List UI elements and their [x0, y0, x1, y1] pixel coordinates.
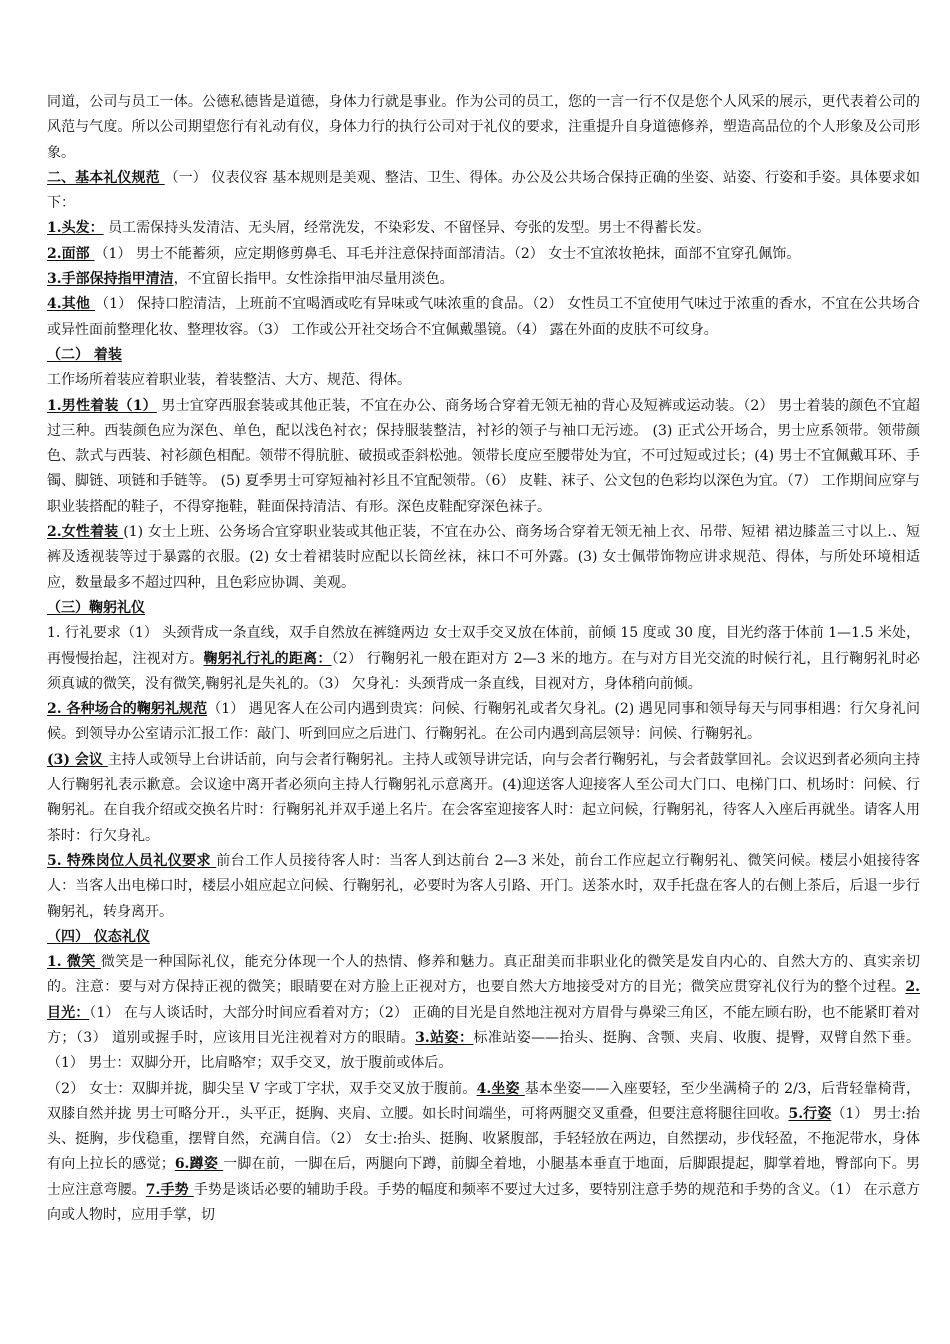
section-heading: 5. 特殊岗位人员礼仪要求 [47, 852, 217, 869]
section-heading: 6.蹲姿 [174, 1156, 224, 1173]
body-text: （1） 遇见客人在公司内遇到贵宾：问候、行鞠躬礼或者欠身礼。(2) 遇见同事和领导每天与同事相遇：行欠身礼问候。到领导办公室请示汇报工作：敲门、听到回应之后进门、行鞠躬礼。在公司内遇到高层领导：问候、行鞠躬礼。 [47, 701, 920, 743]
paragraph [47, 1077, 920, 1229]
section-heading: 1.男性着装（1） [47, 397, 157, 414]
section-heading: 2. 目光： [47, 979, 920, 1021]
body-text: 主持人或领导上台讲话前，向与会者行鞠躬礼。主持人或领导讲完话，向与会者行鞠躬礼，与会者鼓掌回礼。会议迟到者必须向主持人行鞠躬礼表示歉意。会议途中离开者必须向主持人行鞠躬礼示意离开。(4)迎送客人迎接客人至公司大门口、电梯门口、机场时：问候、行鞠躬礼。在自我介绍或交换名片时：行鞠躬礼并双手递上名片。在会客室迎接客人时：起立问候，行鞠躬礼，待客人入座后再就坐。请客人用茶时：行欠身礼。 [47, 751, 920, 844]
section-heading: 鞠躬礼行礼的距离： [203, 650, 332, 667]
section-heading: 1. 微笑 [47, 954, 101, 971]
paragraph [47, 368, 920, 393]
paragraph [47, 621, 920, 697]
section-heading: 4.坐姿 [476, 1080, 525, 1097]
section-heading: 2.女性着装 [47, 524, 124, 541]
section-heading: 3.手部保持指甲清洁 [47, 271, 174, 288]
paragraph [47, 242, 920, 267]
paragraph [47, 267, 920, 292]
paragraph [47, 596, 920, 621]
section-heading: 2. 各种场合的鞠躬礼规范 [47, 701, 208, 718]
body-text: 同道，公司与员工一体。公德私德皆是道德，身体力行就是事业。作为公司的员工，您的一言一行不仅是您个人风采的展示，更代表着公司的风范与气度。所以公司期望您行有礼动有仪，身体力行的执行公司对于礼仪的要求，注重提升自身道德修养，塑造高品位的个人形象及公司形象。 [47, 94, 920, 161]
body-text: 工作场所着装应着职业装，着装整洁、大方、规范、得体。 [47, 372, 411, 389]
paragraph [47, 394, 920, 520]
body-text: 手势是谈话必要的辅助手段。手势的幅度和频率不要过大过多，要特别注意手势的规范和手势的含义。（1） 在示意方向或人物时，应用手掌，切 [47, 1181, 920, 1224]
paragraph [47, 292, 920, 343]
body-text: (1) 女士上班、公务场合宜穿职业装或其他正装，不宜在办公、商务场合穿着无领无袖上衣、吊带、短裙 裙边膝盖三寸以上.、短裤及透视装等过于暴露的衣服。(2) 女士着裙装时应配以长筒丝袜，袜口不可外露。(3) 女士佩带饰物应讲求规范、得体，与所处环境相适应，数量最多不超过四种，且色彩应协调、美观。 [47, 524, 920, 591]
body-text: 基本坐姿——入座要轻，至少坐满椅子的 2/3，后背轻靠椅背，双膝自然并拢 男士可略分开.，头平正，挺胸、夹肩、立腰。如长时间端坐，可将两腿交叉重叠，但要注意将腿往回收。 [47, 1080, 920, 1122]
body-text: （1） 保持口腔清洁，上班前不宜喝酒或吃有异味或气味浓重的食品。（2） 女性员工不宜使用气味过于浓重的香水，不宜在公共场合或异性面前整理化妆、整理妆容。（3） 工作或公开社交场合不宜佩戴墨镜。（4） 露在外面的皮肤不可纹身。 [47, 296, 920, 338]
body-text: 1. 行礼要求（1） 头颈背成一条直线，双手自然放在裤缝两边 女士双手交叉放在体前，前倾 15 度或 30 度，目光约落于体前 1—1.5 米处，再慢慢抬起，注视对方。 [47, 625, 920, 667]
paragraph [47, 849, 920, 925]
paragraph [47, 343, 920, 368]
body-text: 一脚在前，一脚在后，两腿向下蹲，前脚全着地，小腿基本垂直于地面，后脚跟提起，脚掌着地，臀部向下。男士应注意弯腰。 [47, 1156, 921, 1198]
paragraph [47, 748, 920, 849]
body-text: （2） 行鞠躬礼一般在距对方 2—3 米的地方。在与对方目光交流的时候行礼，且行鞠躬礼时必须真诚的微笑，没有微笑,鞠躬礼是失礼的。（3） 欠身礼：头颈背成一条直线，目视对方，身体稍向前倾。 [47, 650, 921, 692]
body-text: （1） 男士不能蓄须，应定期修剪鼻毛、耳毛并注意保持面部清洁。（2） 女士不宜浓妆艳抹，面部不宜穿孔佩饰。 [94, 245, 801, 262]
paragraph [47, 166, 920, 217]
body-text: 标准站姿——抬头、挺胸、含颚、夹肩、收腹、提臀，双臂自然下垂。（1） 男士：双脚分开，比肩略窄；双手交叉，放于腹前或体后。 [47, 1029, 921, 1072]
body-text: ，不宜留长指甲。女性涂指甲油尽量用淡色。 [173, 271, 454, 288]
paragraph [47, 216, 920, 241]
section-heading: （二） 着装 [47, 346, 122, 363]
body-text: 男士宜穿西服套装或其他正装，不宜在办公、商务场合穿着无领无袖的背心及短裤或运动装。（2） 男士着装的颜色不宜超过三种。西装颜色应为深色、单色，配以浅色衬衣；保持服装整洁，衬衫的领子与袖口无污迹。 (3) 正式公开场合，男士应系领带。领带颜色、款式与西装、衬衫颜色相配。领带不得肮脏、破损或歪斜松弛。领带长度应至腰带处为宜，不可过短或过长；(4) 男士不宜佩戴耳环、手镯、脚链、项链和手链等。 (5) 夏季男士可穿短袖衬衫且不宜配领带。（6） 皮鞋、袜子、公文包的色彩均以深色为宜。（7） 工作期间应穿与职业装搭配的鞋子，不得穿拖鞋，鞋面保持清洁、有形。深色皮鞋配穿深色袜子。 [47, 397, 920, 515]
section-heading: 3.站姿： [415, 1029, 474, 1046]
body-text: 员工需保持头发清洁、无头屑，经常洗发，不染彩发、不留怪异、夸张的发型。男士不得蓄长发。 [103, 220, 711, 237]
section-heading: （三）鞠躬礼仪 [47, 599, 145, 616]
paragraph [47, 950, 920, 1076]
body-text: 前台工作人员接待客人时：当客人到达前台 2—3 米处，前台工作应起立行鞠躬礼、微笑问候。楼层小姐接待客人：当客人出电梯口时，楼层小姐应起立问候、行鞠躬礼，必要时为客人引路、开门。送茶水时，双手托盘在客人的右侧上茶后，后退一步行鞠躬礼，转身离开。 [47, 852, 920, 920]
section-heading: 4.其他 [47, 296, 95, 313]
paragraph [47, 697, 920, 748]
paragraph [47, 925, 920, 950]
section-heading: 二、基本礼仪规范 [47, 169, 165, 186]
section-heading: 2.面部 [47, 245, 95, 262]
body-text: （1） 在与人谈话时，大部分时间应看着对方；（2） 正确的目光是自然地注视对方眉骨与鼻梁三角区，不能左顾右盼，也不能紧盯着对方；（3） 道别或握手时，应该用目光注视着对方的眼睛。 [47, 1004, 920, 1046]
body-text: （2） 女士：双脚并拢，脚尖呈 V 字或丁字状，双手交叉放于腹前。 [47, 1080, 477, 1097]
document-page [47, 90, 920, 1228]
section-heading: 1.头发： [47, 220, 104, 237]
section-heading: 7.手势 [145, 1181, 194, 1198]
paragraph [47, 520, 920, 596]
section-heading: （四） 仪态礼仪 [47, 928, 150, 945]
section-heading: 5.行姿 [788, 1105, 832, 1122]
body-text: （一） 仪表仪容 基本规则是美观、整洁、卫生、得体。办公及公共场合保持正确的坐姿、站姿、行姿和手姿。具体要求如下： [47, 169, 920, 212]
body-text: 微笑是一种国际礼仪，能充分体现一个人的热情、修养和魅力。真正甜美而非职业化的微笑是发自内心的、自然大方的、真实亲切的。注意：要与对方保持正视的微笑；眼睛要在对方脸上正视对方，也要自然大方地接受对方的目光；微笑应贯穿礼仪行为的整个过程。 [47, 954, 920, 996]
section-heading: (3) 会议 [47, 751, 108, 768]
body-text: （1） 男士:抬头、挺胸，步伐稳重，摆臂自然，充满自信。（2） 女士:抬头、挺胸、收紧腹部，手轻轻放在两边，自然摆动，步伐轻盈，不拖泥带水，身体有向上拉长的感觉； [47, 1105, 920, 1173]
paragraph [47, 90, 920, 166]
